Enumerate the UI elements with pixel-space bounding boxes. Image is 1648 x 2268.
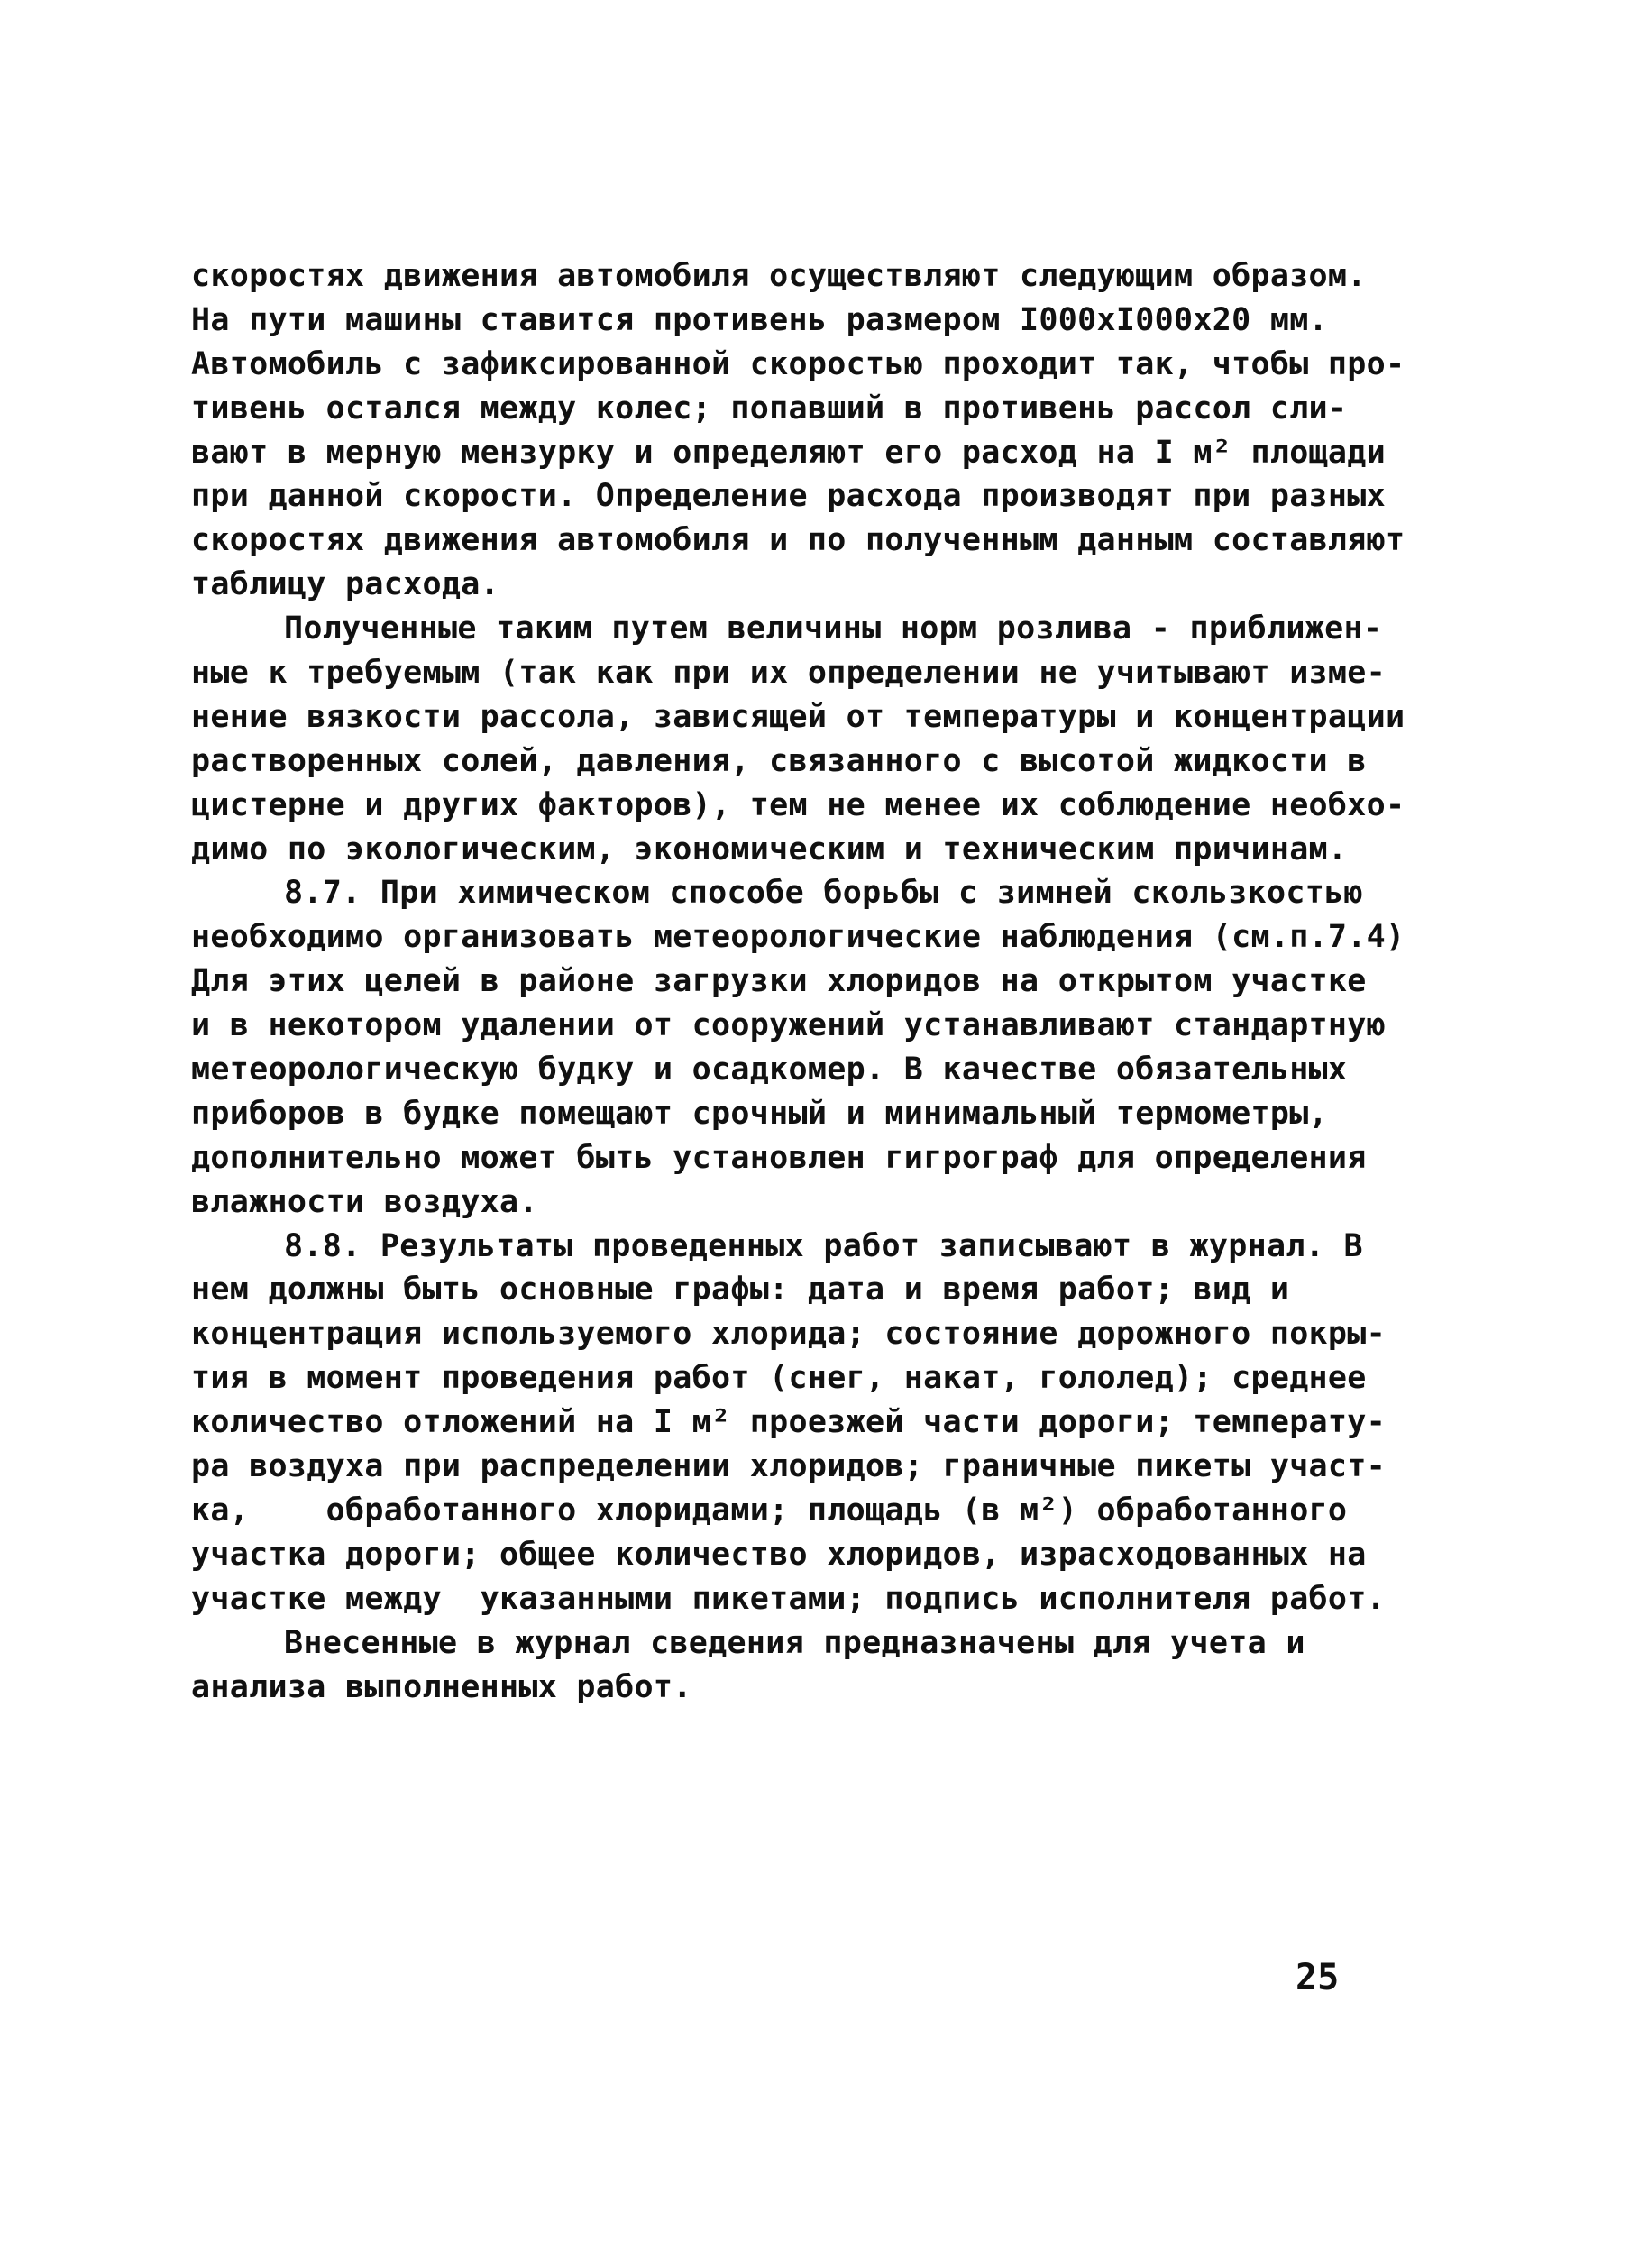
text-line: концентрация используемого хлорида; состояние дорожного покры-	[191, 1316, 1387, 1353]
text-line: таблицу расхода.	[191, 566, 499, 603]
text-line: ные к требуемым (так как при их определении не учитывают изме-	[191, 655, 1387, 692]
text-line: Внесенные в журнал сведения предназначены для учета и	[284, 1624, 1305, 1661]
text-line: вают в мерную мензурку и определяют его расход на I м² площади	[191, 434, 1387, 471]
text-line: участка дороги; общее количество хлоридов, израсходованных на	[191, 1536, 1367, 1573]
body-text	[191, 254, 1405, 1709]
text-line: растворенных солей, давления, связанного с высотой жидкости в	[191, 742, 1367, 779]
text-line: влажности воздуха.	[191, 1183, 538, 1220]
text-line: 8.8. Результаты проведенных работ записывают в журнал. В	[284, 1227, 1363, 1264]
text-line: дополнительно может быть установлен гигрограф для определения	[191, 1139, 1367, 1176]
text-line: тия в момент проведения работ (снег, накат, гололед); среднее	[191, 1360, 1367, 1397]
text-line: метеорологическую будку и осадкомер. В качестве обязательных	[191, 1051, 1348, 1088]
text-line: анализа выполненных работ.	[191, 1668, 692, 1705]
text-line: Автомобиль с зафиксированной скоростью проходит так, чтобы про-	[191, 345, 1405, 382]
text-line: необходимо организовать метеорологические наблюдения (см.п.7.4)	[191, 919, 1405, 956]
text-line: скоростях движения автомобиля осуществляют следующим образом.	[191, 258, 1367, 294]
text-line: На пути машины ставится противень размером I000хI000х20 мм.	[191, 301, 1328, 338]
text-line: и в некотором удалении от сооружений устанавливают стандартную	[191, 1007, 1387, 1044]
text-line: при данной скорости. Определение расхода производят при разных	[191, 478, 1387, 515]
text-line: приборов в будке помещают срочный и минимальный термометры,	[191, 1095, 1328, 1132]
text-line: цистерне и других факторов), тем не менее их соблюдение необхо-	[191, 786, 1405, 823]
text-line: количество отложений на I м² проезжей части дороги; температу-	[191, 1404, 1387, 1441]
text-line: Полученные таким путем величины норм розлива - приближен-	[284, 611, 1383, 647]
page-number: 25	[1296, 1957, 1340, 1998]
text-line: тивень остался между колес; попавший в противень рассол сли-	[191, 390, 1348, 427]
text-line: скоростях движения автомобиля и по полученным данным составляют	[191, 522, 1405, 559]
text-line: 8.7. При химическом способе борьбы с зимней скользкостью	[284, 875, 1363, 912]
text-line: ка, обработанного хлоридами; площадь (в м²) обработанного	[191, 1492, 1348, 1529]
text-line: Для этих целей в районе загрузки хлоридов на открытом участке	[191, 963, 1367, 1000]
text-line: ра воздуха при распределении хлоридов; граничные пикеты участ-	[191, 1448, 1387, 1485]
text-line: димо по экологическим, экономическим и техническим причинам.	[191, 831, 1348, 868]
text-line: нение вязкости рассола, зависящей от температуры и концентрации	[191, 698, 1405, 735]
text-line: участке между указанными пикетами; подпись исполнителя работ.	[191, 1580, 1387, 1617]
text-line: нем должны быть основные графы: дата и время работ; вид и	[191, 1272, 1290, 1308]
